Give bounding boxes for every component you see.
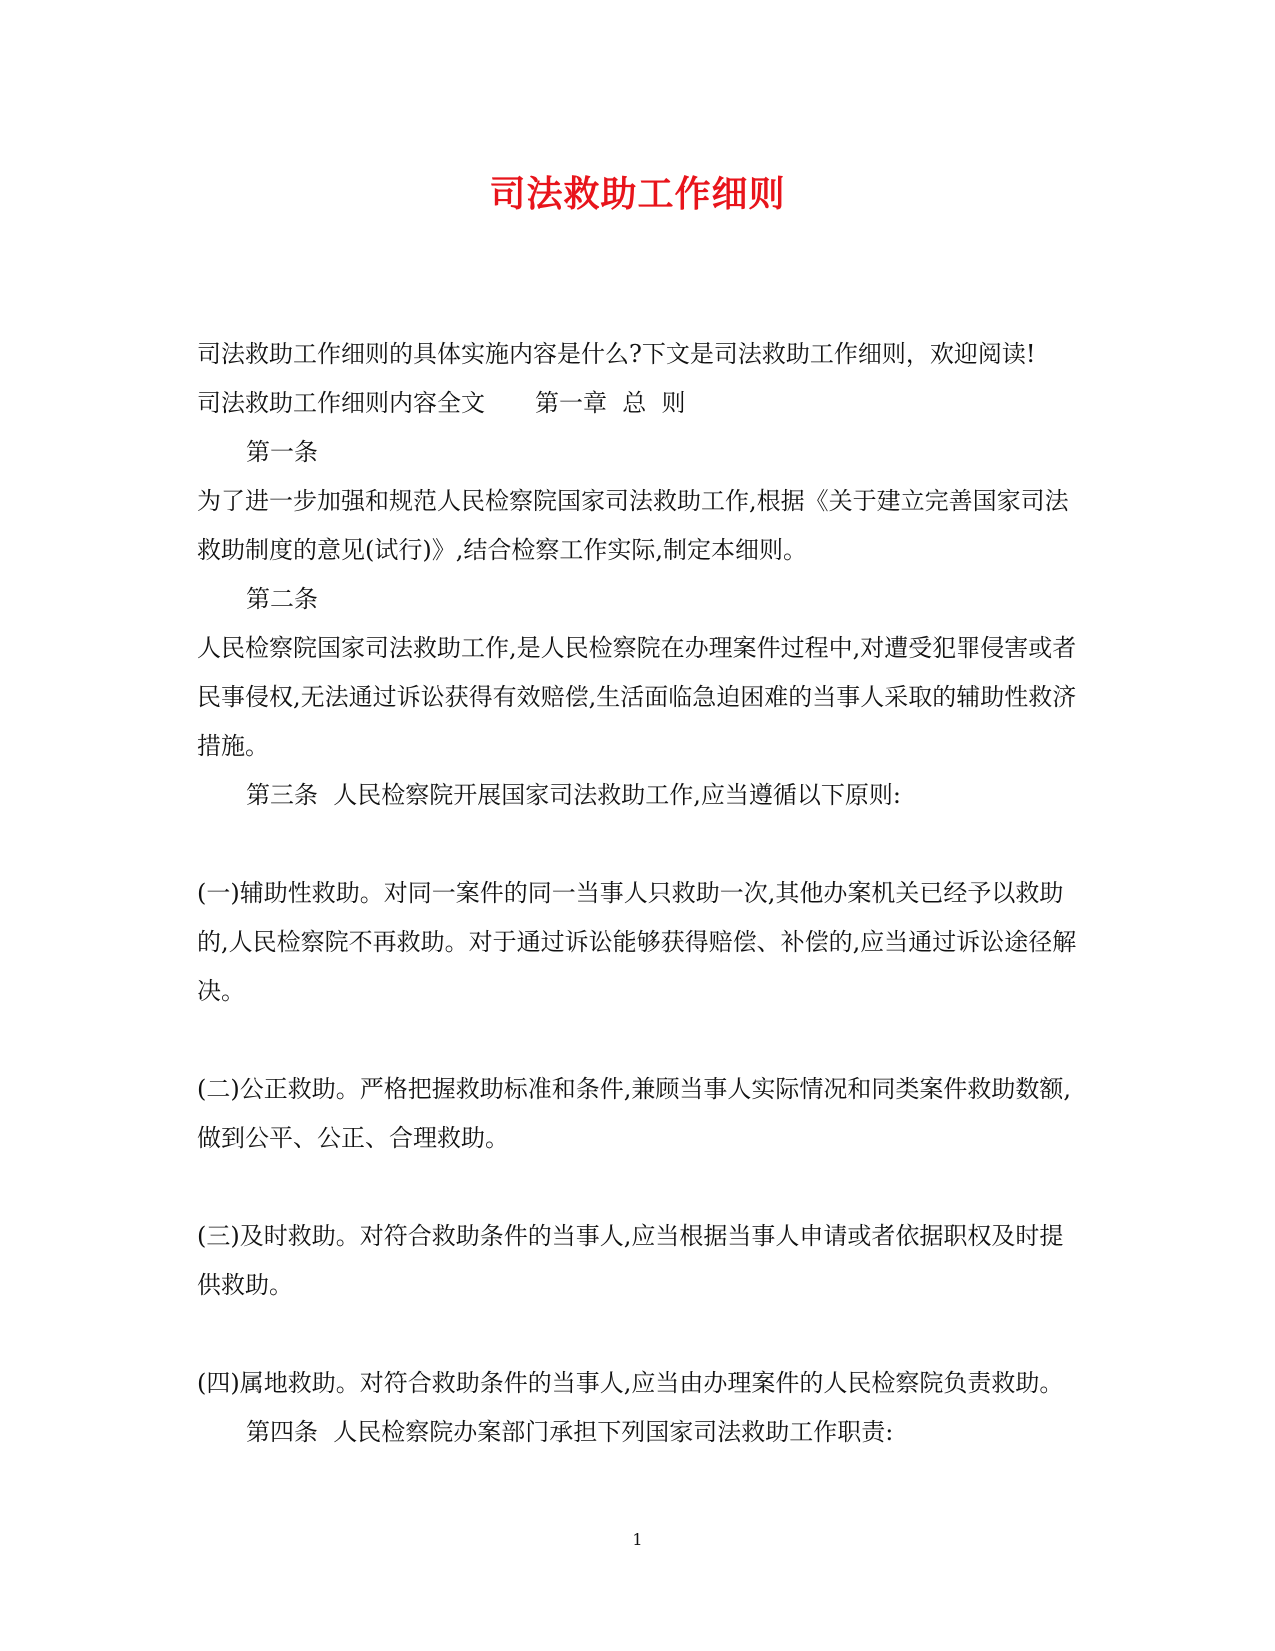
page-number: 1 [632,1530,643,1549]
principle-2: (二)公正救助。严格把握救助标准和条件,兼顾当事人实际情况和同类案件救助数额,做到公平、公正、合理救助。 [197,1075,1071,1152]
principle-4: (四)属地救助。对符合救助条件的当事人,应当由办理案件的人民检察院负责救助。 [197,1369,1064,1397]
document-title: 司法救助工作细则 [489,173,786,215]
intro-paragraph: 司法救助工作细则的具体实施内容是什么?下文是司法救助工作细则，欢迎阅读! [197,340,1036,368]
principle-1: (一)辅助性救助。对同一案件的同一当事人只救助一次,其他办案机关已经予以救助的,人民检察院不再救助。对于通过诉讼能够获得赔偿、补偿的,应当通过诉讼途径解决。 [197,879,1077,1005]
principle-3: (三)及时救助。对符合救助条件的当事人,应当根据当事人申请或者依据职权及时提供救助。 [197,1222,1064,1299]
fulltext-label: 司法救助工作细则内容全文 [197,389,485,417]
article2-text: 人民检察院国家司法救助工作,是人民检察院在办理案件过程中,对遭受犯罪侵害或者民事侵权,无法通过诉讼获得有效赔偿,生活面临急迫困难的当事人采取的辅助性救济措施。 [197,634,1077,760]
article3-text: 第三条 人民检察院开展国家司法救助工作,应当遵循以下原则: [246,781,901,809]
article1-heading: 第一条 [246,438,318,466]
document-body [197,330,1077,1457]
fulltext-line [197,379,1077,428]
article1-text: 为了进一步加强和规范人民检察院国家司法救助工作,根据《关于建立完善国家司法救助制度的意见(试行)》,结合检察工作实际,制定本细则。 [197,487,1069,564]
chapter-heading: 第一章 总 则 [535,389,686,417]
article2-heading: 第二条 [246,585,318,613]
article4-text: 第四条 人民检察院办案部门承担下列国家司法救助工作职责: [246,1418,894,1446]
